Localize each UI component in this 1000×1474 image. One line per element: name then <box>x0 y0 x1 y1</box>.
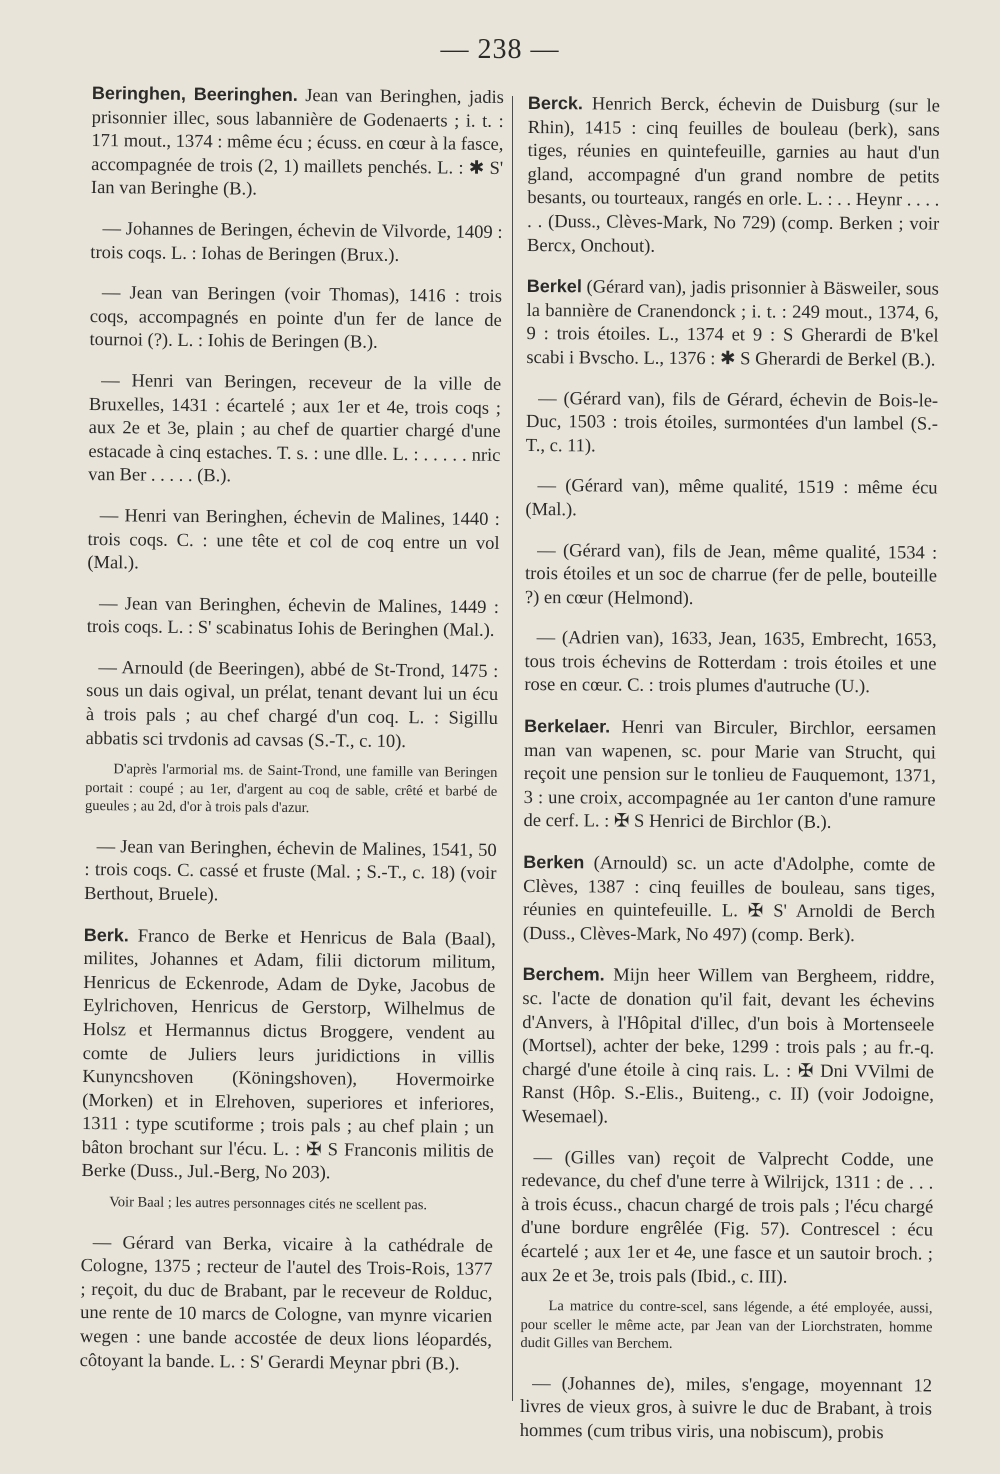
dictionary-entry <box>525 539 937 612</box>
dictionary-entry <box>81 923 495 1187</box>
entry-text: — (Gilles van) reçoit de Valprecht Codde, une redevance, du chef d'une terre à Wilrijck, 1311 : de . . . à trois écuss., chacun chargé de trois pals ; l'écu chargé d'une bordure engrêlée (Fig. 57). Contrescel : écu écartelé ; aux 1er et 4e, une fasce et un sautoir broch. ; aux 2e et 3e, trois pals (Ibid., c. III). <box>520 1147 934 1288</box>
dictionary-entry <box>525 475 937 525</box>
footnote <box>81 1193 493 1215</box>
entry-text: — Jean van Beringhen, échevin de Malines, 1449 : trois coqs. L. : S' scabinatus Iohis de Beringhen (Mal.). <box>86 593 500 642</box>
entry-text: (Gérard van), jadis prisonnier à Bäsweiler, sous la bannière de Cranendonck ; i. t. : 249 mout., 1374, 6, 9 : trois étoiles. L., 1374 et 9 : S Gherardi de B'kel scabi i Bvscho. L., 1376 : ✱ S Gherardi de Berkel (B.). <box>526 277 939 371</box>
entry-text: — (Gérard van), fils de Jean, même qualité, 1534 : trois étoiles et un soc de charrue (fer de pelle, bouteille ?) en cœur (Helmond). <box>524 540 938 609</box>
dictionary-entry <box>523 851 936 949</box>
entry-text: — Jean van Beringhen, échevin de Malines, 1541, 50 : trois coqs. C. cassé et fruste (Mal. ; S.-T., c. 18) (voir Berthout, Bruele). <box>84 836 497 906</box>
entry-text: — (Johannes de), miles, s'engage, moyennant 12 livres de vieux gros, à suivre le duc de Brabant, à trois hommes (cum tribus viris, una nobiscum), probis <box>519 1373 933 1444</box>
entry-text: — (Gérard van), même qualité, 1519 : même écu (Mal.). <box>525 476 938 521</box>
footnote-text: D'après l'armorial ms. de Saint-Trond, une famille van Beringen portait : coupé ; au 1er, d'argent au coq de sable, crêté et barbé de gueules ; au 2d, d'or à trois pals d'azur. <box>84 761 498 817</box>
entry-headword: Berken <box>523 852 585 873</box>
entry-text: — Johannes de Beringen, échevin de Vilvorde, 1409 : trois coqs. L. : Iohas de Beringen (Brux.). <box>90 219 503 266</box>
dictionary-entry <box>88 370 501 492</box>
dictionary-entry <box>523 715 936 836</box>
entry-text: — Henri van Beringhen, échevin de Malines, 1440 : trois coqs. C. : une tête et col de coq entre un vol (Mal.). <box>87 506 500 574</box>
footnote-text: Voir Baal ; les autres personnages cités ne scellent pas. <box>109 1194 428 1214</box>
entry-headword: Berchem. <box>522 964 605 985</box>
entry-headword: Berk. <box>83 924 129 945</box>
page-number: — 238 — <box>440 34 560 65</box>
dictionary-entry <box>89 282 502 357</box>
footnote-text: La matrice du contre-scel, sans légende, a été employée, aussi, pour sceller le même acte, par Jean van der Liorchstraten, homme dudit Gilles van Berchem. <box>520 1298 933 1353</box>
dictionary-entry <box>521 1147 934 1291</box>
left-column <box>79 82 504 1394</box>
footnote <box>520 1297 932 1355</box>
dictionary-entry <box>90 218 502 269</box>
entry-headword: Berkelaer. <box>524 716 611 737</box>
dictionary-entry <box>526 388 938 461</box>
entry-text: Mijn heer Willem van Bergheem, riddre, sc. l'acte de donation qu'il fait, devant les échevins d'Anvers, à l'Hôpital d'illec, d'un bois à Mortenseele (Mortsel), achter der beke, 1299 : trois pals ; au fr.-q. chargé d'une étoile à cinq rais. L. : ✠ Dni VVilmi de Ranst (Hôp. S.-Elis., Buiteng., c. II) (voir Jodoigne, Wesemael). <box>521 965 935 1128</box>
dictionary-entry <box>80 1232 493 1378</box>
entry-text: Henrich Berck, échevin de Duisburg (sur le Rhin), 1415 : cinq feuilles de bouleau (berk), sans tiges, réunies en quintefeuille, garnies au haut d'un gland, accompagné d'un grand nombre de petits besants, ou tourteaux, rangés en orle. L. : . . Heynr . . . . . . (Duss., Clèves-Mark, No 729) (comp. Berken ; voir Bercx, Onchout). <box>527 94 940 257</box>
dictionary-entry <box>91 82 504 205</box>
entry-text: — (Adrien van), 1633, Jean, 1635, Embrecht, 1653, tous trois échevins de Rotterdam : trois étoiles et une rose en cœur. C. : trois plumes d'autruche (U.). <box>524 628 937 698</box>
entry-headword: Beringhen, Beeringhen. <box>91 82 298 105</box>
entry-text: — (Gérard van), fils de Gérard, échevin de Bois-le-Duc, 1503 : trois étoiles, surmontées d'un lambel (S.-T., c. 11). <box>525 388 939 457</box>
dictionary-entry <box>527 92 940 261</box>
dictionary-entry <box>87 593 499 644</box>
entry-text: — Henri van Beringen, receveur de la ville de Bruxelles, 1431 : écartelé ; aux 1er et 4e, trois coqs ; aux 2e et 3e, plain ; au chef de quartier chargé d'une estacade à cinq estaches. T. s. : une dlle. L. : . . . . . nric van Ber . . . . . (B.). <box>88 371 502 487</box>
entry-text: Henri van Birculer, Birchlor, eersamen man van wapenen, sc. pour Marie van Strucht, qui reçoit une pension sur le tonlieu de Fauquemont, 1371, 3 : une croix, accompagnée au 1er canton d'une ramure de cerf. L. : ✠ S Henrici de Birchlor (B.). <box>523 717 937 834</box>
entry-text: Jean van Beringhen, jadis prisonnier illec, sous labannière de Godenaerts ; i. t. : 171 mout., 1374 : même écu ; écuss. en cœur à la fasce, accompagnée de trois (2, 1) maillets penchés. L. : ✱ S' Ian van Beringhe (B.). <box>90 85 504 200</box>
footnote <box>85 760 498 819</box>
entry-headword: Berkel <box>526 276 582 297</box>
right-column <box>520 92 940 1463</box>
entry-text: — Jean van Beringen (voir Thomas), 1416 : trois coqs, accompagnés en pointe d'un fer de lance de tournoi (?). L. : Iohis de Beringen (B.). <box>89 283 503 354</box>
entry-text: — Arnould (de Beeringen), abbé de St-Trond, 1475 : sous un dais ogival, un prélat, tenant devant lui un écu à trois pals ; au chef chargé d'un coq. L. : Sigillu abbatis sci trvdonis ad cavsas (S.-T., c. 10). <box>85 657 499 752</box>
dictionary-entry <box>526 275 939 373</box>
entry-headword: Berck. <box>527 92 584 114</box>
dictionary-entry <box>86 657 499 755</box>
dictionary-entry <box>84 836 497 911</box>
entry-text: (Arnould) sc. un acte d'Adolphe, comte de Clèves, 1387 : cinq feuilles de bouleau, sans tiges, réunies en quintefeuille. L. ✠ S' Arnoldi de Berch (Duss., Clèves-Mark, No 497) (comp. Berk). <box>522 853 936 946</box>
dictionary-entry <box>522 963 935 1132</box>
entry-text: Franco de Berke et Henricus de Bala (Baal), milites, Johannes et Adam, filii dictorum militum, Henricus de Eckenrode, Adam de Dyke, Jacobus de Eylrichoven, Henricus de Gerstorp, Wilhelmus de Holsz et Hermannus dictus Broggere, vendent au comte de Juliers leurs juridictions in villis Kunyncshoven (Köningshoven), Hovermoirke (Morken) et in Elrehoven, superiores et inferiores, 1311 : type scutiforme ; trois pals ; au chef plain ; un bâton brochant sur l'écu. L. : ✠ S Franconis militis de Berke (Duss., Jul.-Berg, No 203). <box>81 925 496 1184</box>
entry-text: — Gérard van Berka, vicaire à la cathédrale de Cologne, 1375 ; recteur de l'autel des Trois-Rois, 1377 ; reçoit, du duc de Brabant, par le receveur de Rolduc, une rente de 10 marcs de Cologne, van mynre vicarien wegen : une bande accostée de deux lions léopardés, côtoyant la bande. L. : S' Gerardi Meynar pbri (B.). <box>79 1232 493 1375</box>
dictionary-entry <box>87 505 500 580</box>
dictionary-entry <box>524 627 936 700</box>
column-divider <box>512 96 513 1401</box>
dictionary-entry <box>520 1373 932 1446</box>
